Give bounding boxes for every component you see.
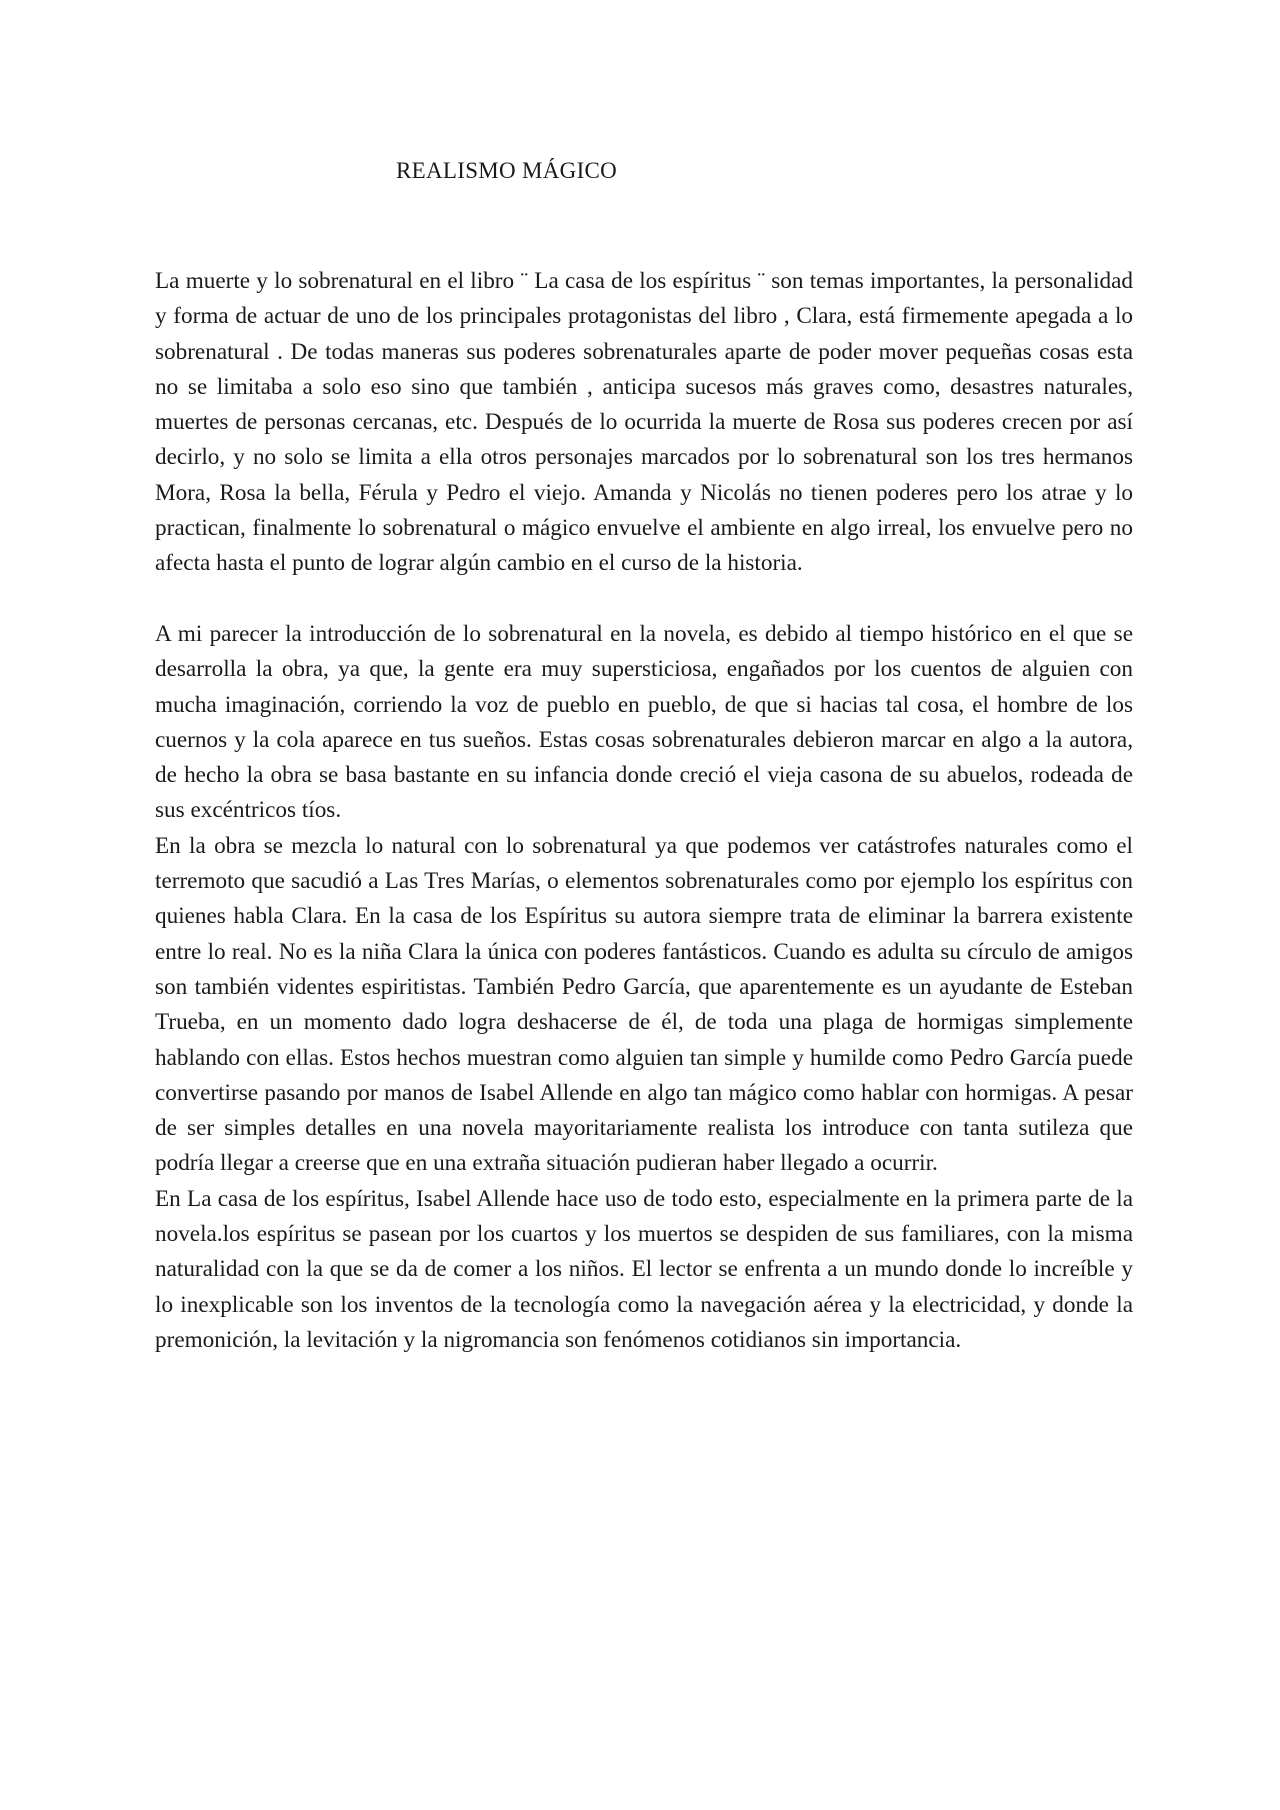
document-body: [155, 264, 1133, 1358]
paragraph-1: La muerte y lo sobrenatural en el libro ¨ La casa de los espíritus ¨ son temas importantes, la personalidad y forma de actuar de uno de los principales protagonistas del libro , Clara, está firmemente apegada a lo sobrenatural . De todas maneras sus poderes sobrenaturales aparte de poder mover pequeñas cosas esta no se limitaba a solo eso sino que también , anticipa sucesos más graves como, desastres naturales, muertes de personas cercanas, etc. Después de lo ocurrida la muerte de Rosa sus poderes crecen por así decirlo, y no solo se limita a ella otros personajes marcados por lo sobrenatural son los tres hermanos Mora, Rosa la bella, Férula y Pedro el viejo. Amanda y Nicolás no tienen poderes pero los atrae y lo practican, finalmente lo sobrenatural o mágico envuelve el ambiente en algo irreal, los envuelve pero no afecta hasta el punto de lograr algún cambio en el curso de la historia.: [155, 268, 1133, 577]
document-title: REALISMO MÁGICO: [396, 158, 618, 183]
paragraph-2: A mi parecer la introducción de lo sobrenatural en la novela, es debido al tiempo histórico en el que se desarrolla la obra, ya que, la gente era muy supersticiosa, engañados por los cuentos de alguien con mucha imaginación, corriendo la voz de pueblo en pueblo, de que si hacias tal cosa, el hombre de los cuernos y la cola aparece en tus sueños. Estas cosas sobrenaturales debieron marcar en algo a la autora, de hecho la obra se basa bastante en su infancia donde creció el vieja casona de su abuelos, rodeada de sus excéntricos tíos.: [155, 620, 1133, 824]
paragraph-4: En La casa de los espíritus, Isabel Allende hace uso de todo esto, especialmente en la primera parte de la novela.los espíritus se pasean por los cuartos y los muertos se despiden de sus familiares, con la misma naturalidad con la que se da de comer a los niños. El lector se enfrenta a un mundo donde lo increíble y lo inexplicable son los inventos de la tecnología como la navegación aérea y la electricidad, y donde la premonición, la levitación y la nigromancia son fenómenos cotidianos sin importancia.: [155, 1185, 1133, 1353]
paragraph-3: En la obra se mezcla lo natural con lo sobrenatural ya que podemos ver catástrofes naturales como el terremoto que sacudió a Las Tres Marías, o elementos sobrenaturales como por ejemplo los espíritus con quienes habla Clara. En la casa de los Espíritus su autora siempre trata de eliminar la barrera existente entre lo real. No es la niña Clara la única con poderes fantásticos. Cuando es adulta su círculo de amigos son también videntes espiritistas. También Pedro García, que aparentemente es un ayudante de Esteban Trueba, en un momento dado logra deshacerse de él, de toda una plaga de hormigas simplemente hablando con ellas. Estos hechos muestran como alguien tan simple y humilde como Pedro García puede convertirse pasando por manos de Isabel Allende en algo tan mágico como hablar con hormigas. A pesar de ser simples detalles en una novela mayoritariamente realista los introduce con tanta sutileza que podría llegar a creerse que en una extraña situación pudieran haber llegado a ocurrir.: [155, 832, 1133, 1177]
